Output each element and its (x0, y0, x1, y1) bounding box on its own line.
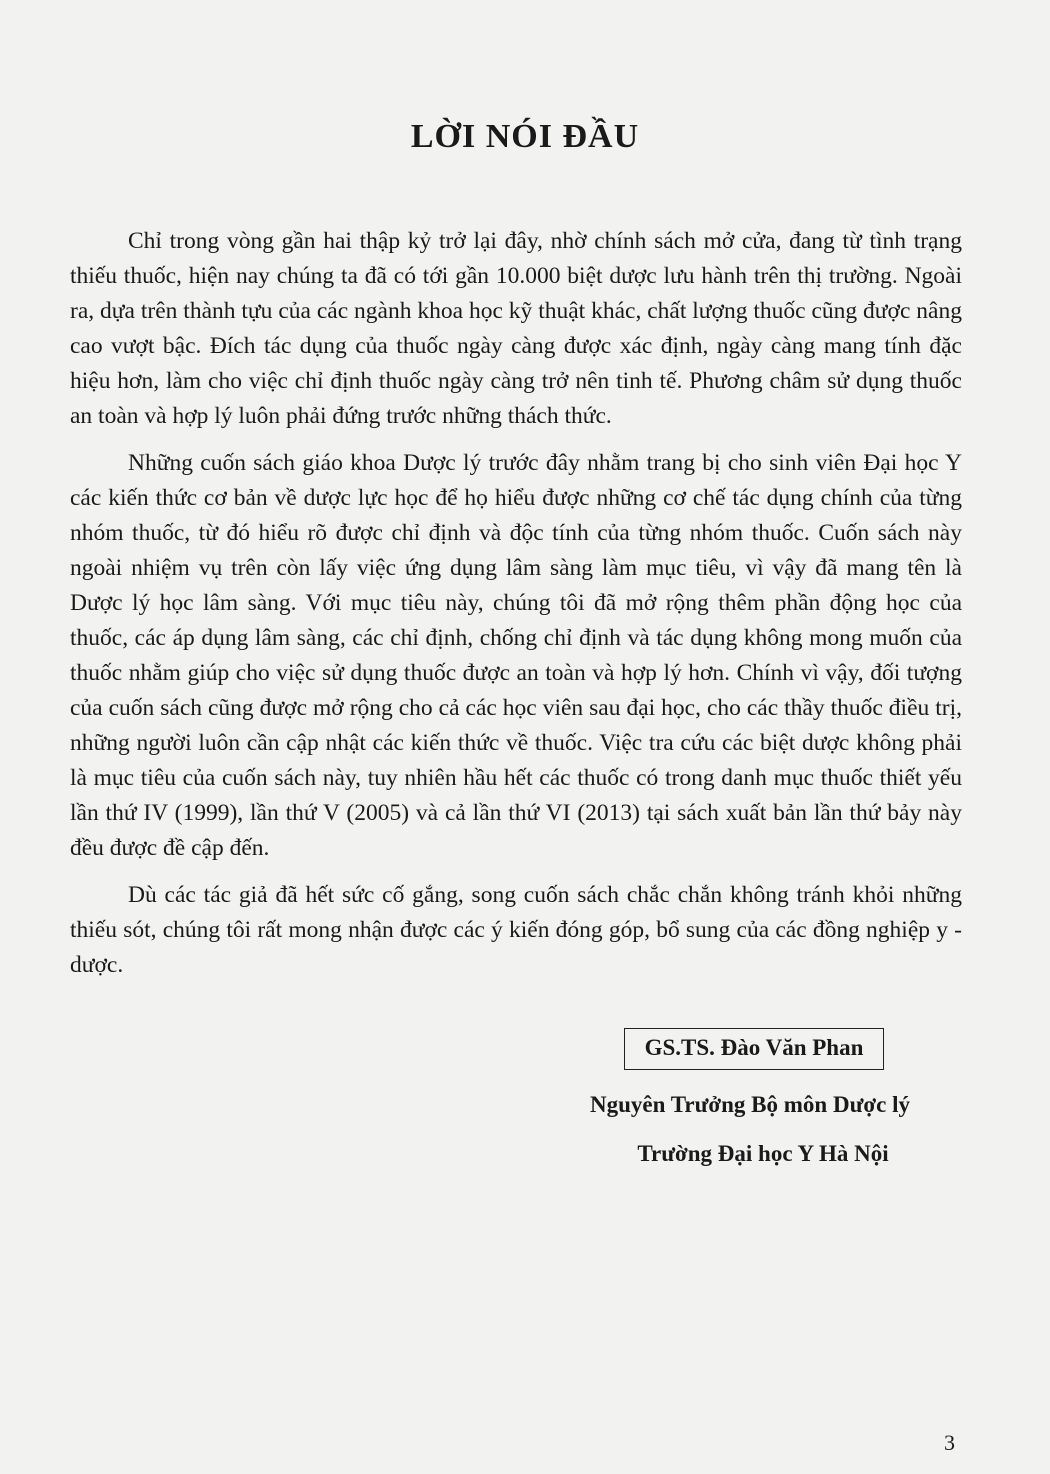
signature-block (540, 1028, 940, 1169)
paragraph-3: Dù các tác giả đã hết sức cố gắng, song cuốn sách chắc chắn không tránh khỏi những thiếu sót, chúng tôi rất mong nhận được các ý kiến đóng góp, bổ sung của các đồng nghiệp y - dược. (70, 882, 962, 978)
author-name: GS.TS. Đào Văn Phan (624, 1028, 885, 1070)
paragraph-1: Chỉ trong vòng gần hai thập kỷ trở lại đây, nhờ chính sách mở cửa, đang từ tình trạng thiếu thuốc, hiện nay chúng ta đã có tới gần 10.000 biệt dược lưu hành trên thị trường. Ngoài ra, dựa trên thành tựu của các ngành khoa học kỹ thuật khác, chất lượng thuốc cũng được nâng cao vượt bậc. Đích tác dụng của thuốc ngày càng được xác định, ngày càng mang tính đặc hiệu hơn, làm cho việc chỉ định thuốc ngày càng trở nên tinh tế. Phương châm sử dụng thuốc an toàn và hợp lý luôn phải đứng trước những thách thức. (70, 228, 962, 429)
paragraph-2: Những cuốn sách giáo khoa Dược lý trước đây nhằm trang bị cho sinh viên Đại học Y các kiến thức cơ bản về dược lực học để họ hiểu được những cơ chế tác dụng chính của từng nhóm thuốc, từ đó hiểu rõ được chỉ định và độc tính của từng nhóm thuốc. Cuốn sách này ngoài nhiệm vụ trên còn lấy việc ứng dụng lâm sàng làm mục tiêu, vì vậy đã mang tên là Dược lý học lâm sàng. Với mục tiêu này, chúng tôi đã mở rộng thêm phần động học của thuốc, các áp dụng lâm sàng, các chỉ định, chống chỉ định và tác dụng không mong muốn của thuốc nhằm giúp cho việc sử dụng thuốc được an toàn và hợp lý hơn. Chính vì vậy, đối tượng của cuốn sách cũng được mở rộng cho cả các học viên sau đại học, cho các thầy thuốc điều trị, những người luôn cần cập nhật các kiến thức về thuốc. Việc tra cứu các biệt dược không phải là mục tiêu của cuốn sách này, tuy nhiên hầu hết các thuốc có trong danh mục thuốc thiết yếu lần thứ IV (1999), lần thứ V (2005) và cả lần thứ VI (2013) tại sách xuất bản lần thứ bảy này đều được đề cập đến. (70, 450, 962, 861)
preface-body (70, 224, 962, 995)
page-title: LỜI NÓI ĐẦU (410, 118, 640, 155)
author-position: Nguyên Trưởng Bộ môn Dược lý (590, 1092, 910, 1117)
page-number: 3 (944, 1430, 955, 1455)
author-institution: Trường Đại học Y Hà Nội (637, 1141, 889, 1166)
